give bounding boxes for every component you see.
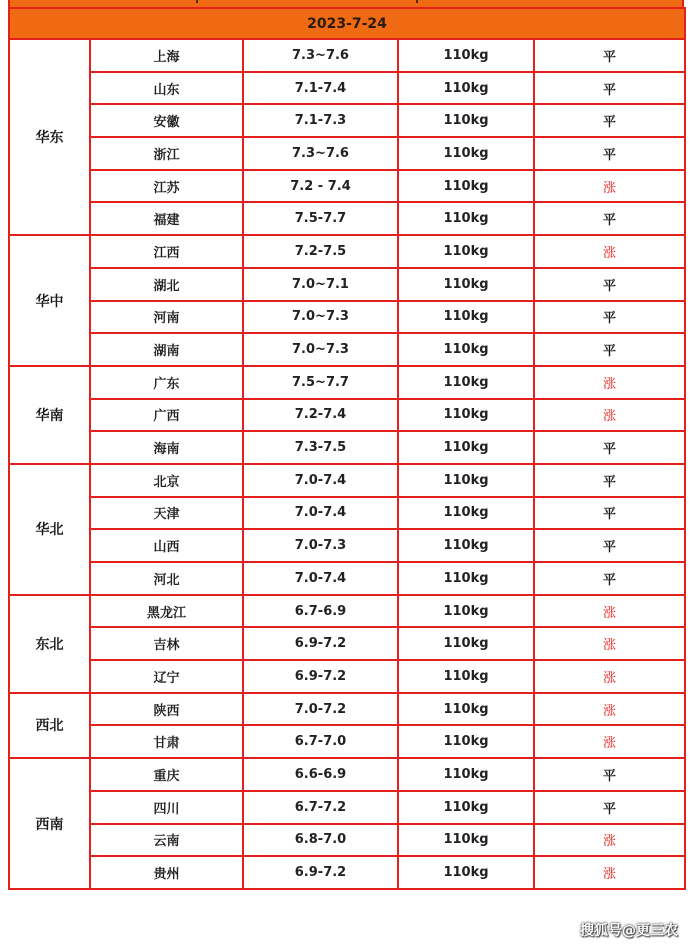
- trend-cell: 平: [534, 39, 685, 72]
- weight-cell: 110kg: [398, 758, 534, 791]
- price-cell: 6.8-7.0: [243, 824, 398, 857]
- trend-cell: 涨: [534, 399, 685, 432]
- trend-cell: 涨: [534, 235, 685, 268]
- trend-cell: 平: [534, 72, 685, 105]
- province-cell: 云南: [90, 824, 243, 857]
- watermark: 搜狐号@更三农: [580, 923, 678, 939]
- region-cell: 华北: [9, 464, 90, 595]
- cropped-header-strip: [8, 0, 684, 7]
- trend-cell: 平: [534, 497, 685, 530]
- weight-cell: 110kg: [398, 301, 534, 334]
- price-cell: 7.0-7.4: [243, 497, 398, 530]
- price-cell: 7.0~7.3: [243, 333, 398, 366]
- price-cell: 6.9-7.2: [243, 660, 398, 693]
- table-row: [9, 595, 685, 628]
- trend-cell: 涨: [534, 725, 685, 758]
- table-row: [9, 693, 685, 726]
- province-cell: 湖北: [90, 268, 243, 301]
- province-cell: 山西: [90, 529, 243, 562]
- price-cell: 7.0-7.4: [243, 562, 398, 595]
- weight-cell: 110kg: [398, 497, 534, 530]
- trend-cell: 平: [534, 333, 685, 366]
- trend-cell: 涨: [534, 660, 685, 693]
- trend-cell: 涨: [534, 856, 685, 889]
- price-cell: 7.0~7.1: [243, 268, 398, 301]
- table-row: [9, 856, 685, 889]
- weight-cell: 110kg: [398, 72, 534, 105]
- weight-cell: 110kg: [398, 366, 534, 399]
- weight-cell: 110kg: [398, 824, 534, 857]
- weight-cell: 110kg: [398, 137, 534, 170]
- table-row: [9, 725, 685, 758]
- table-row: [9, 366, 685, 399]
- region-cell: 华东: [9, 39, 90, 235]
- weight-cell: 110kg: [398, 268, 534, 301]
- table-row: [9, 268, 685, 301]
- weight-cell: 110kg: [398, 431, 534, 464]
- weight-cell: 110kg: [398, 202, 534, 235]
- trend-cell: 平: [534, 301, 685, 334]
- date-row: [9, 8, 685, 39]
- trend-cell: 平: [534, 137, 685, 170]
- trend-cell: 涨: [534, 366, 685, 399]
- price-cell: 6.7-7.0: [243, 725, 398, 758]
- table-row: [9, 529, 685, 562]
- weight-cell: 110kg: [398, 725, 534, 758]
- price-cell: 7.1-7.3: [243, 104, 398, 137]
- province-cell: 陕西: [90, 693, 243, 726]
- weight-cell: 110kg: [398, 235, 534, 268]
- trend-cell: 平: [534, 758, 685, 791]
- province-cell: 贵州: [90, 856, 243, 889]
- province-cell: 安徽: [90, 104, 243, 137]
- province-cell: 福建: [90, 202, 243, 235]
- trend-cell: 平: [534, 529, 685, 562]
- weight-cell: 110kg: [398, 562, 534, 595]
- table-row: [9, 431, 685, 464]
- weight-cell: 110kg: [398, 464, 534, 497]
- price-cell: 6.9-7.2: [243, 627, 398, 660]
- table-row: [9, 301, 685, 334]
- province-cell: 上海: [90, 39, 243, 72]
- price-cell: 7.3-7.5: [243, 431, 398, 464]
- province-cell: 北京: [90, 464, 243, 497]
- province-cell: 广西: [90, 399, 243, 432]
- trend-cell: 涨: [534, 170, 685, 203]
- trend-cell: 涨: [534, 824, 685, 857]
- price-cell: 7.2-7.4: [243, 399, 398, 432]
- weight-cell: 110kg: [398, 170, 534, 203]
- trend-cell: 平: [534, 202, 685, 235]
- hog-price-table: [8, 7, 686, 890]
- table-row: [9, 562, 685, 595]
- province-cell: 辽宁: [90, 660, 243, 693]
- province-cell: 黑龙江: [90, 595, 243, 628]
- price-cell: 7.1-7.4: [243, 72, 398, 105]
- weight-cell: 110kg: [398, 693, 534, 726]
- region-cell: 西北: [9, 693, 90, 758]
- table-row: [9, 170, 685, 203]
- table-row: [9, 399, 685, 432]
- price-cell: 7.0-7.2: [243, 693, 398, 726]
- weight-cell: 110kg: [398, 399, 534, 432]
- province-cell: 广东: [90, 366, 243, 399]
- weight-cell: 110kg: [398, 104, 534, 137]
- province-cell: 江西: [90, 235, 243, 268]
- table-row: [9, 497, 685, 530]
- trend-cell: 平: [534, 431, 685, 464]
- price-cell: 7.3~7.6: [243, 137, 398, 170]
- province-cell: 湖南: [90, 333, 243, 366]
- price-cell: 6.9-7.2: [243, 856, 398, 889]
- province-cell: 海南: [90, 431, 243, 464]
- price-cell: 6.6-6.9: [243, 758, 398, 791]
- table-row: [9, 202, 685, 235]
- price-cell: 7.5-7.7: [243, 202, 398, 235]
- table-row: [9, 660, 685, 693]
- trend-cell: 平: [534, 464, 685, 497]
- province-cell: 甘肃: [90, 725, 243, 758]
- province-cell: 重庆: [90, 758, 243, 791]
- table-row: [9, 235, 685, 268]
- province-cell: 浙江: [90, 137, 243, 170]
- price-cell: 7.0-7.3: [243, 529, 398, 562]
- price-cell: 7.2 - 7.4: [243, 170, 398, 203]
- region-cell: 华南: [9, 366, 90, 464]
- region-cell: 东北: [9, 595, 90, 693]
- province-cell: 河北: [90, 562, 243, 595]
- price-cell: 7.5~7.7: [243, 366, 398, 399]
- table-row: [9, 824, 685, 857]
- price-cell: 6.7-7.2: [243, 791, 398, 824]
- trend-cell: 平: [534, 791, 685, 824]
- province-cell: 河南: [90, 301, 243, 334]
- table-row: [9, 137, 685, 170]
- weight-cell: 110kg: [398, 39, 534, 72]
- price-cell: 7.2-7.5: [243, 235, 398, 268]
- header-fragment: [196, 0, 198, 3]
- weight-cell: 110kg: [398, 856, 534, 889]
- price-cell: 7.0-7.4: [243, 464, 398, 497]
- region-cell: 华中: [9, 235, 90, 366]
- weight-cell: 110kg: [398, 529, 534, 562]
- trend-cell: 平: [534, 562, 685, 595]
- trend-cell: 平: [534, 268, 685, 301]
- price-cell: 7.3~7.6: [243, 39, 398, 72]
- header-fragment: [416, 0, 418, 3]
- province-cell: 吉林: [90, 627, 243, 660]
- price-cell: 6.7-6.9: [243, 595, 398, 628]
- trend-cell: 平: [534, 104, 685, 137]
- table-row: [9, 464, 685, 497]
- table-row: [9, 791, 685, 824]
- trend-cell: 涨: [534, 693, 685, 726]
- price-cell: 7.0~7.3: [243, 301, 398, 334]
- province-cell: 天津: [90, 497, 243, 530]
- table-row: [9, 72, 685, 105]
- weight-cell: 110kg: [398, 333, 534, 366]
- province-cell: 四川: [90, 791, 243, 824]
- trend-cell: 涨: [534, 627, 685, 660]
- weight-cell: 110kg: [398, 660, 534, 693]
- table-row: [9, 333, 685, 366]
- weight-cell: 110kg: [398, 627, 534, 660]
- table-row: [9, 104, 685, 137]
- trend-cell: 涨: [534, 595, 685, 628]
- table-row: [9, 39, 685, 72]
- province-cell: 山东: [90, 72, 243, 105]
- province-cell: 江苏: [90, 170, 243, 203]
- weight-cell: 110kg: [398, 595, 534, 628]
- weight-cell: 110kg: [398, 791, 534, 824]
- table-row: [9, 627, 685, 660]
- date-cell: 2023-7-24: [9, 8, 685, 39]
- table-row: [9, 758, 685, 791]
- region-cell: 西南: [9, 758, 90, 889]
